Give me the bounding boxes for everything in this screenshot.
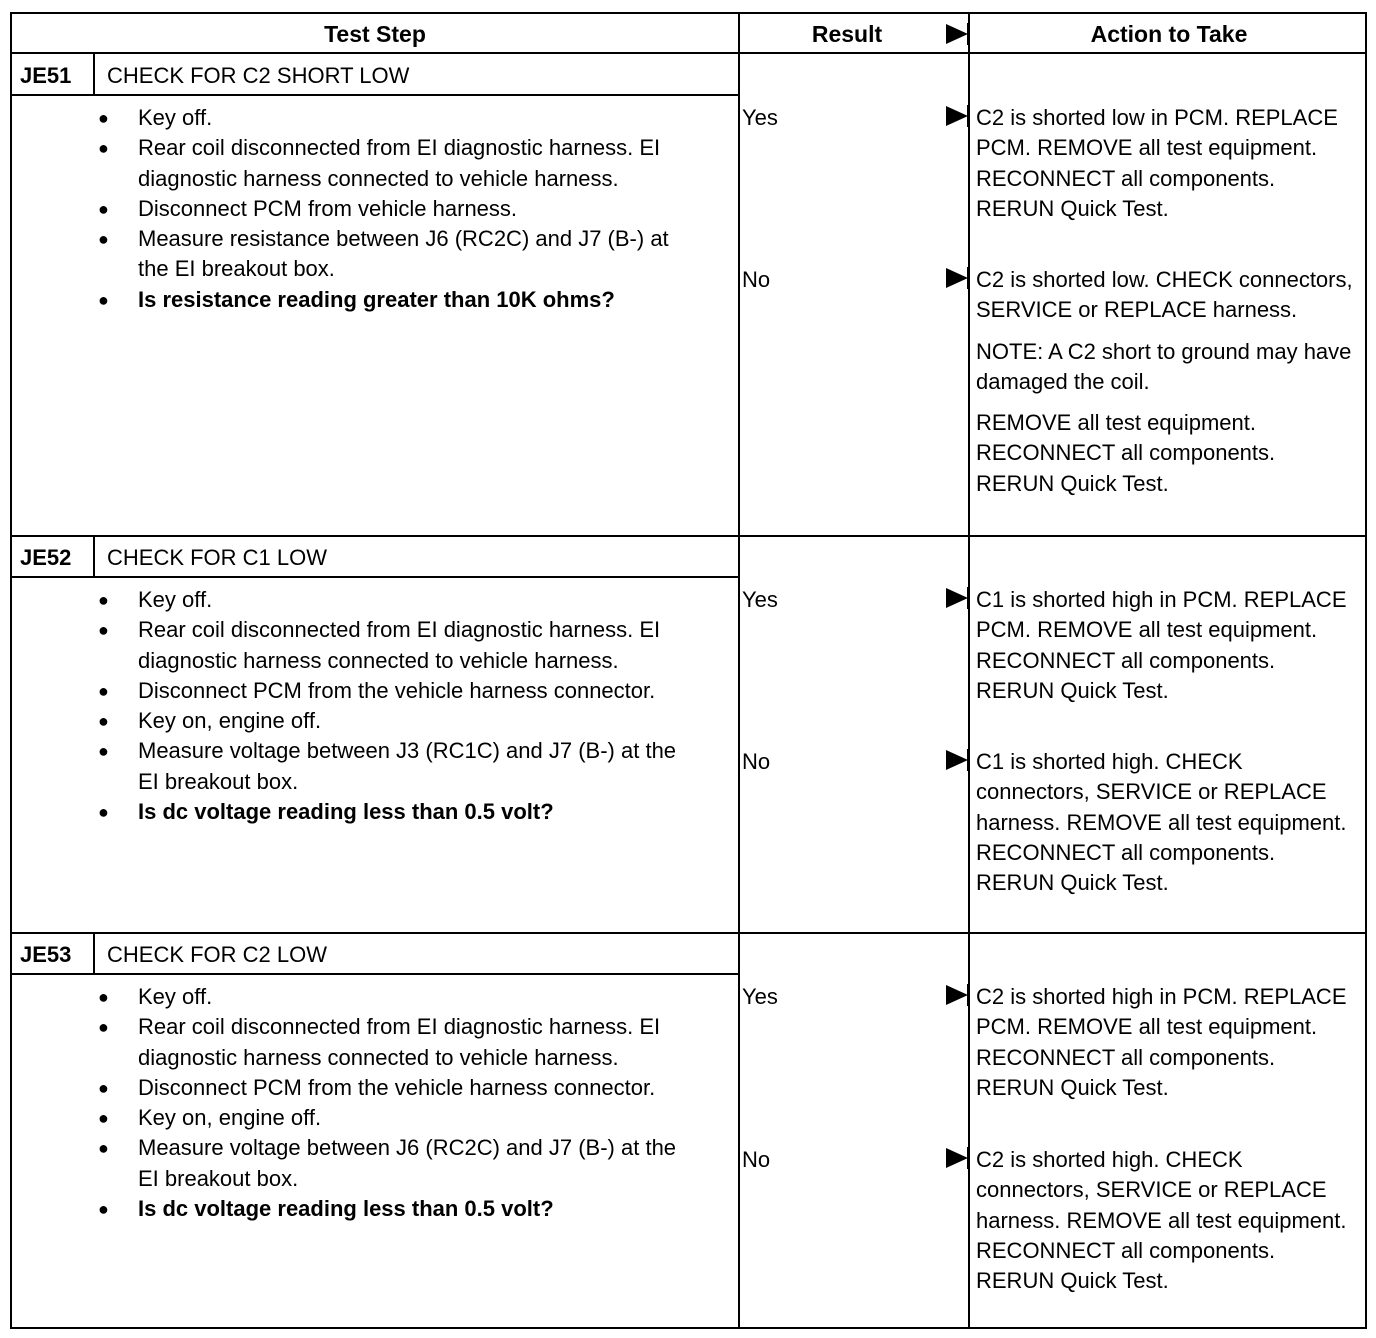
step-id: JE52 (20, 545, 72, 570)
step-title-divider (10, 94, 738, 96)
list-item: ● Measure resistance between J6 (RC2C) and J7 (B-) at the EI breakout box. (98, 224, 698, 285)
arrow-right-icon (946, 106, 968, 126)
list-item: ● Rear coil disconnected from EI diagnostic harness. EI diagnostic harness connected to vehicle harness. (98, 133, 698, 194)
action-yes (976, 982, 1354, 1114)
step-title: CHECK FOR C1 LOW (107, 545, 328, 570)
row-divider (10, 932, 1367, 934)
column-divider-result (738, 12, 740, 1329)
arrow-right-icon (946, 1148, 968, 1168)
step-bullet-list (98, 585, 698, 827)
step-question: ● Is dc voltage reading less than 0.5 volt? (98, 797, 698, 827)
column-divider-action (968, 12, 970, 1329)
step-question: ● Is resistance reading greater than 10K ohms? (98, 285, 698, 315)
step-id-divider (93, 54, 95, 96)
result-no: No (742, 1147, 771, 1172)
action-no (976, 747, 1354, 909)
list-item: ● Rear coil disconnected from EI diagnostic harness. EI diagnostic harness connected to vehicle harness. (98, 1012, 698, 1073)
step-title: CHECK FOR C2 SHORT LOW (107, 63, 410, 88)
action-text: C1 is shorted high in PCM. REPLACE PCM. REMOVE all test equipment. RECONNECT all components. RERUN Quick Test. (976, 587, 1347, 703)
step-bullet-list (98, 982, 698, 1224)
step-id: JE53 (20, 942, 72, 967)
arrow-right-icon (946, 268, 968, 288)
action-text: C2 is shorted low in PCM. REPLACE PCM. REMOVE all test equipment. RECONNECT all components. RERUN Quick Test. (976, 105, 1338, 221)
step-title: CHECK FOR C2 LOW (107, 942, 328, 967)
step-id-divider (93, 934, 95, 974)
arrow-right-icon (946, 750, 968, 770)
step-title-divider (10, 973, 738, 975)
list-item: ● Rear coil disconnected from EI diagnostic harness. EI diagnostic harness connected to vehicle harness. (98, 615, 698, 676)
result-no: No (742, 267, 771, 292)
list-item: ● Key off. (98, 103, 698, 133)
list-item: ● Key on, engine off. (98, 706, 698, 736)
list-item: ● Measure voltage between J6 (RC2C) and J7 (B-) at the EI breakout box. (98, 1133, 698, 1194)
result-yes: Yes (742, 105, 778, 130)
step-bullet-list (98, 103, 698, 315)
list-item: ● Disconnect PCM from vehicle harness. (98, 194, 698, 224)
step-id-divider (93, 537, 95, 577)
list-item: ● Key off. (98, 982, 698, 1012)
action-no (976, 265, 1354, 510)
header-test-step: Test Step (324, 21, 426, 47)
arrow-right-icon (946, 588, 968, 608)
step-question: ● Is dc voltage reading less than 0.5 volt? (98, 1194, 698, 1224)
action-yes (976, 103, 1354, 235)
action-yes (976, 585, 1354, 717)
action-text: REMOVE all test equipment. RECONNECT all components. RERUN Quick Test. (976, 410, 1276, 496)
action-text: C2 is shorted high. CHECK connectors, SERVICE or REPLACE harness. REMOVE all test equipment. RECONNECT all components. RERUN Quick Test. (976, 1147, 1347, 1294)
result-yes: Yes (742, 587, 778, 612)
list-item: ● Disconnect PCM from the vehicle harness connector. (98, 676, 698, 706)
step-id: JE51 (20, 63, 72, 88)
step-title-divider (10, 576, 738, 578)
header-result: Result (811, 21, 883, 47)
header-action: Action to Take (1090, 21, 1248, 47)
header-divider (10, 52, 1367, 54)
header-arrow-icon (946, 24, 968, 44)
list-item: ● Measure voltage between J3 (RC1C) and J7 (B-) at the EI breakout box. (98, 736, 698, 797)
list-item: ● Key on, engine off. (98, 1103, 698, 1133)
action-text: C2 is shorted low. CHECK connectors, SERVICE or REPLACE harness. (976, 267, 1353, 323)
arrow-right-icon (946, 985, 968, 1005)
action-no (976, 1145, 1354, 1307)
action-text: C1 is shorted high. CHECK connectors, SERVICE or REPLACE harness. REMOVE all test equipment. RECONNECT all components. RERUN Quick Test. (976, 749, 1347, 896)
action-note: NOTE: A C2 short to ground may have damaged the coil. (976, 338, 1352, 394)
row-divider (10, 535, 1367, 537)
result-no: No (742, 749, 771, 774)
list-item: ● Disconnect PCM from the vehicle harness connector. (98, 1073, 698, 1103)
result-yes: Yes (742, 984, 778, 1009)
list-item: ● Key off. (98, 585, 698, 615)
action-text: C2 is shorted high in PCM. REPLACE PCM. REMOVE all test equipment. RECONNECT all components. RERUN Quick Test. (976, 984, 1347, 1100)
